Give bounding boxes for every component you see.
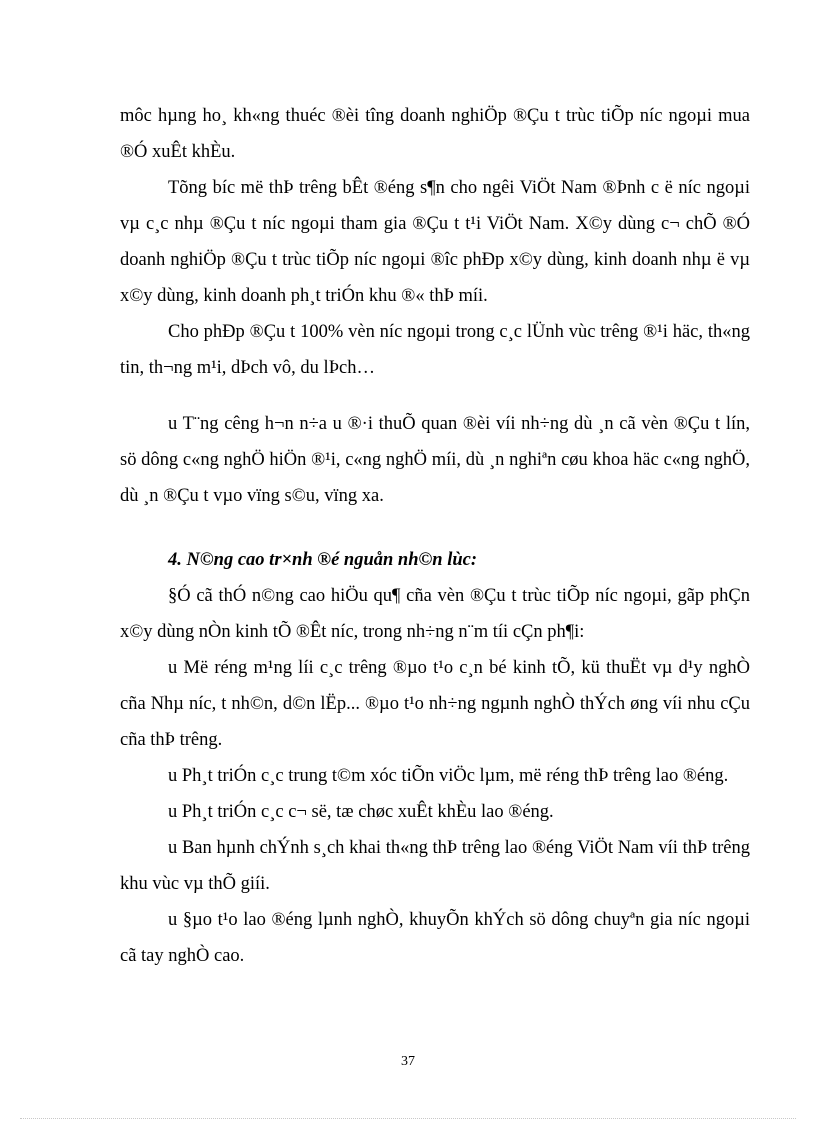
paragraph-continuation: môc hµng ho¸ kh«ng thuéc ®èi tîng doanh nghiÖp ®Çu t trùc tiÕp níc ngoµi mua ®Ó xuÊt khÈu. xyxy=(120,106,750,162)
body-text-incentives xyxy=(120,406,750,514)
bullet-labor-market-policy: u Ban hµnh chÝnh s¸ch khai th«ng thÞ trêng lao ®éng ViÖt Nam víi thÞ trêng khu vùc vµ thÕ giíi. xyxy=(120,838,750,894)
bullet-labor-export: u Ph¸t triÓn c¸c c¬ së, tæ chøc xuÊt khÈu lao ®éng. xyxy=(168,802,554,822)
bullet-employment-centers: u Ph¸t triÓn c¸c trung t©m xóc tiÕn viÖc lµm, më réng thÞ trêng lao ®éng. xyxy=(168,766,729,786)
page-number: 37 xyxy=(401,1054,415,1069)
paragraph-section-intro: §Ó cã thÓ n©ng cao hiÖu qu¶ cña vèn ®Çu t trùc tiÕp níc ngoµi, gãp phÇn x©y dùng nÒn kinh tÕ ®Êt níc, trong nh÷ng n¨m tíi cÇn ph¶i: xyxy=(120,586,750,642)
bullet-skilled-labor: u §µo t¹o lao ®éng lµnh nghÒ, khuyÕn khÝch sö dông chuyªn gia níc ngoµi cã tay nghÒ cao. xyxy=(120,910,750,966)
section-heading: 4. N©ng cao tr×nh ®é nguån nh©n lùc: xyxy=(168,550,478,570)
bullet-training-network: u Më réng m¹ng líi c¸c trêng ®µo t¹o c¸n bé kinh tÕ, kü thuËt vµ d¹y nghÒ cña Nhµ níc, t nh©n, d©n lËp... ®µo t¹o nh÷ng ngµnh nghÒ thÝch øng víi nhu cÇu cña thÞ trêng. xyxy=(120,658,750,750)
bullet-tax-incentives: u T¨ng cêng h¬n n÷a u ®·i thuÕ quan ®èi víi nh÷ng dù ¸n cã vèn ®Çu t lín, sö dông c«ng nghÖ hiÖn ®¹i, c«ng nghÖ míi, dù ¸n nghiªn cøu khoa häc c«ng nghÖ, dù ¸n ®Çu t vµo vïng s©u, vïng xa. xyxy=(120,414,750,506)
body-text-section-4 xyxy=(120,542,750,974)
paragraph-real-estate: Tõng bíc më thÞ trêng bÊt ®éng s¶n cho ngêi ViÖt Nam ®Þnh c ë níc ngoµi vµ c¸c nhµ ®Çu t níc ngoµi tham gia ®Çu t t¹i ViÖt Nam. X©y dùng c¬ chÕ ®Ó doanh nghiÖp ®Çu t trùc tiÕp níc ngoµi ®îc phÐp x©y dùng, kinh doanh nhµ ë vµ x©y dùng, kinh doanh ph¸t triÓn khu ®« thÞ míi. xyxy=(120,178,750,306)
paragraph-full-foreign-capital: Cho phÐp ®Çu t 100% vèn níc ngoµi trong c¸c lÜnh vùc trêng ®¹i häc, th«ng tin, th¬ng m¹i, dÞch vô, du lÞch… xyxy=(120,322,750,378)
page-bottom-divider xyxy=(20,1118,796,1119)
body-text-top xyxy=(120,98,750,386)
